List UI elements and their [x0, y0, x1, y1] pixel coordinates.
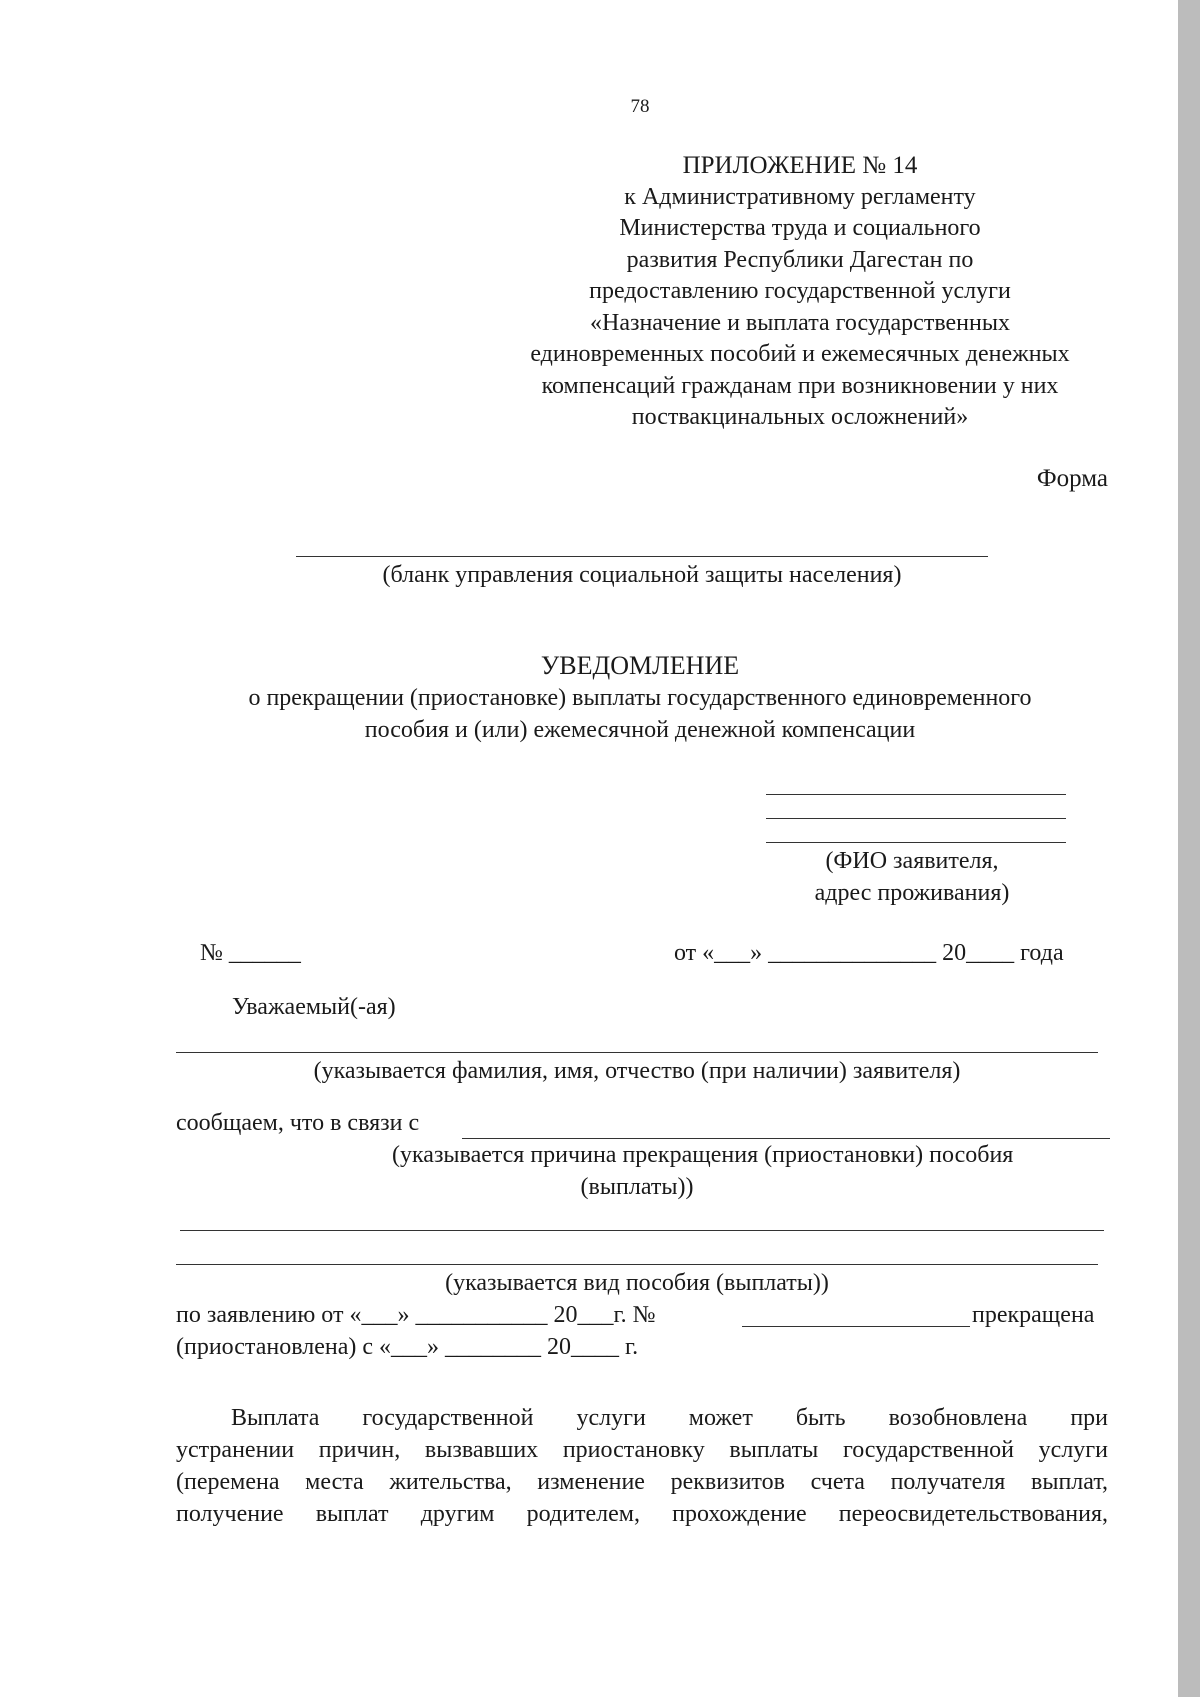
suspended-line: (приостановлена) с «___» ________ 20____ г. [176, 1334, 639, 1360]
applicant-caption-line: адрес проживания) [814, 880, 1010, 906]
name-line [176, 1052, 1098, 1053]
notice-subtitle-line: пособия и (или) ежемесячной денежной компенсации [364, 717, 916, 743]
name-caption: (указывается фамилия, имя, отчество (при наличии) заявителя) [313, 1058, 961, 1084]
benefit-caption: (указывается вид пособия (выплаты)) [445, 1270, 829, 1296]
appendix-line: к Административному регламенту [624, 183, 976, 210]
application-line-right: прекращена [972, 1302, 1095, 1328]
application-number-line [742, 1326, 970, 1327]
applicant-line [766, 794, 1066, 795]
document-number: № ______ [200, 940, 301, 966]
application-line-left: по заявлению от «___» ___________ 20___г. № [176, 1302, 656, 1328]
notice-subtitle-line: о прекращении (приостановке) выплаты государственного единовременного [248, 685, 1032, 711]
appendix-line: развития Республики Дагестан по [626, 246, 974, 273]
appendix-line: компенсаций гражданам при возникновении у них [541, 372, 1059, 399]
appendix-line: поствакцинальных осложнений» [631, 404, 969, 430]
document-date: от «___» ______________ 20____ года [674, 940, 1064, 966]
reason-prefix: сообщаем, что в связи с [176, 1110, 420, 1136]
page-number: 78 [630, 96, 650, 117]
letterhead-caption: (бланк управления социальной защиты населения) [382, 562, 902, 588]
appendix-line: «Назначение и выплата государственных [590, 309, 1010, 336]
benefit-line [176, 1264, 1098, 1265]
reason-caption-line: (выплаты)) [580, 1174, 694, 1200]
notice-title: УВЕДОМЛЕНИЕ [540, 651, 740, 680]
applicant-line [766, 818, 1066, 819]
appendix-header [460, 150, 1140, 434]
appendix-line: предоставлению государственной услуги [589, 278, 1011, 304]
form-label: Форма [1036, 465, 1108, 492]
notice-heading [160, 650, 1120, 746]
paragraph-line: Выплата государственной услуги может быть возобновлена при [231, 1405, 1108, 1431]
applicant-caption-line: (ФИО заявителя, [825, 848, 999, 874]
appendix-title: ПРИЛОЖЕНИЕ № 14 [682, 152, 918, 179]
body-paragraph [176, 1402, 1108, 1530]
paragraph-line: устранении причин, вызвавших приостановку выплаты государственной услуги [176, 1437, 1108, 1463]
reason-line [462, 1138, 1110, 1139]
paragraph-line: получение выплат другим родителем, прохождение переосвидетельствования, [176, 1501, 1108, 1527]
appendix-line: Министерства труда и социального [619, 215, 981, 241]
scan-edge [1178, 0, 1200, 1697]
appendix-line: единовременных пособий и ежемесячных денежных [530, 341, 1070, 367]
paragraph-line: (перемена места жительства, изменение реквизитов счета получателя выплат, [176, 1469, 1108, 1495]
applicant-line [766, 842, 1066, 843]
letterhead-line [296, 556, 988, 557]
reason-caption-line: (указывается причина прекращения (приостановки) пособия [392, 1142, 1014, 1168]
benefit-line [180, 1230, 1104, 1231]
greeting: Уважаемый(-ая) [232, 994, 396, 1020]
applicant-caption [760, 845, 1064, 909]
